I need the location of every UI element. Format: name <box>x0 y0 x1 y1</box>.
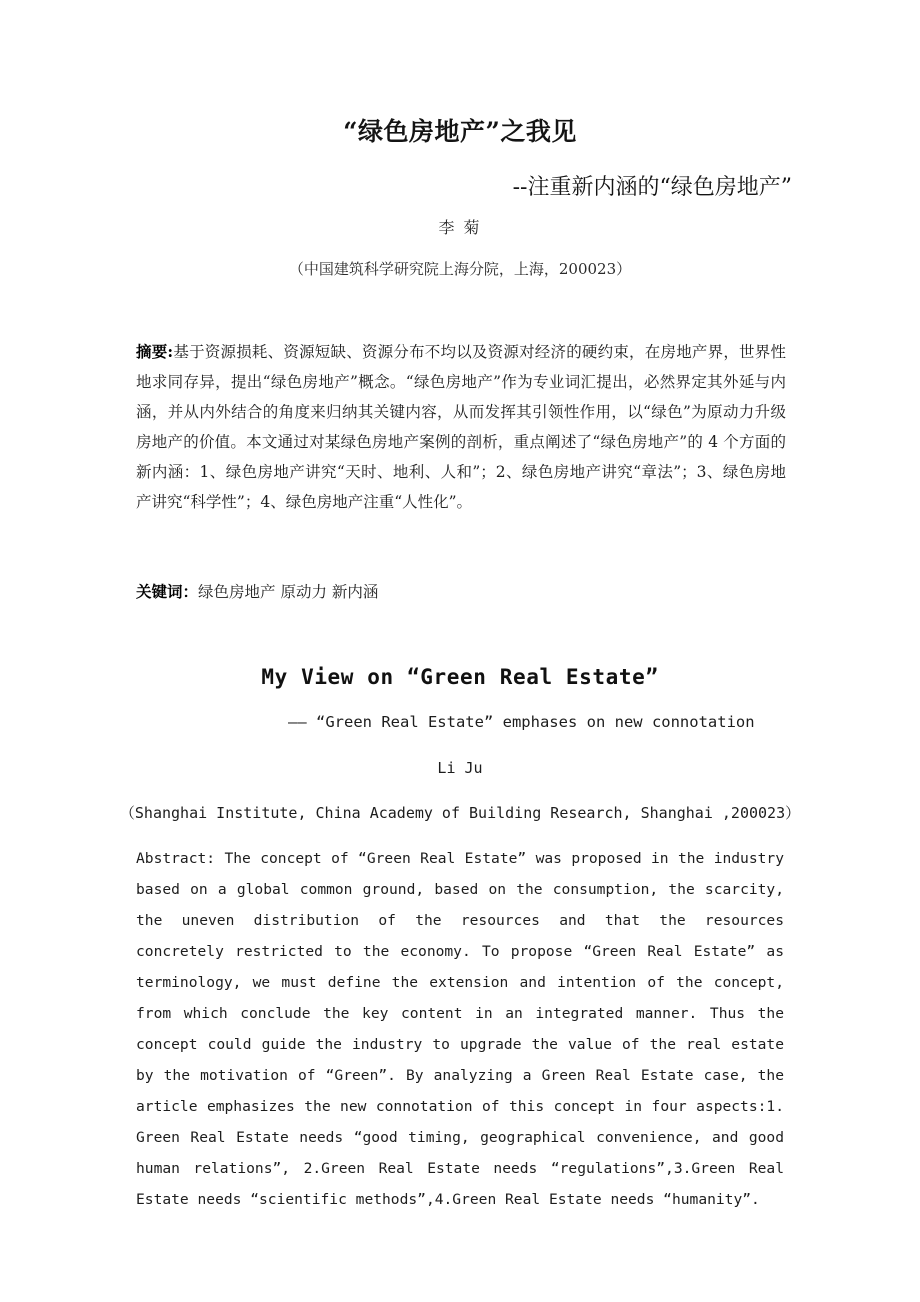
chinese-title: “绿色房地产”之我见 <box>343 117 577 146</box>
english-author: Li Ju <box>437 759 483 777</box>
chinese-subtitle: --注重新内涵的“绿色房地产” <box>512 175 792 200</box>
chinese-keywords <box>136 578 786 606</box>
english-abstract: Abstract: The concept of “Green Real Estate” was proposed in the industry based on a global common ground, based on the consumption, the scarcity, the uneven distribution of the resources and that the resources concretely restricted to the economy. To propose “Green Real Estate” as terminology, we must define the extension and intention of the concept, from which conclude the key content in an integrated manner. Thus the concept could guide the industry to upgrade the value of the real estate by the motivation of “Green”. By analyzing a Green Real Estate case, the article emphasizes the new connotation of this concept in four aspects:1. Green Real Estate needs “good timing, geographical convenience, and good human relations”, 2.Green Real Estate needs “regulations”,3.Green Real Estate needs “scientific methods”,4.Green Real Estate needs “humanity”. <box>136 850 784 1208</box>
chinese-keywords-label: 关键词： <box>136 582 199 601</box>
english-title: My View on “Green Real Estate” <box>261 665 659 689</box>
english-affiliation: （Shanghai Institute, China Academy of Building Research, Shanghai ,200023） <box>119 804 801 822</box>
chinese-affiliation: （中国建筑科学研究院上海分院，上海，200023） <box>288 260 632 278</box>
chinese-abstract <box>136 337 786 517</box>
english-subtitle: —— “Green Real Estate” emphases on new connotation <box>288 713 755 731</box>
chinese-author: 李 菊 <box>438 218 482 237</box>
chinese-abstract-body: 基于资源损耗、资源短缺、资源分布不均以及资源对经济的硬约束，在房地产界，世界性地求同存异，提出“绿色房地产”概念。“绿色房地产”作为专业词汇提出，必然界定其外延与内涵，并从内外结合的角度来归纳其关键内容，从而发挥其引领性作用，以“绿色”为原动力升级房地产的价值。本文通过对某绿色房地产案例的剖析，重点阐述了“绿色房地产”的 4 个方面的新内涵：1、绿色房地产讲究“天时、地利、人和”；2、绿色房地产讲究“章法”；3、绿色房地产讲究“科学性”；4、绿色房地产注重“人性化”。 <box>136 343 786 511</box>
chinese-keywords-body: 绿色房地产 原动力 新内涵 <box>198 583 379 601</box>
chinese-abstract-label: 摘要: <box>136 342 174 361</box>
